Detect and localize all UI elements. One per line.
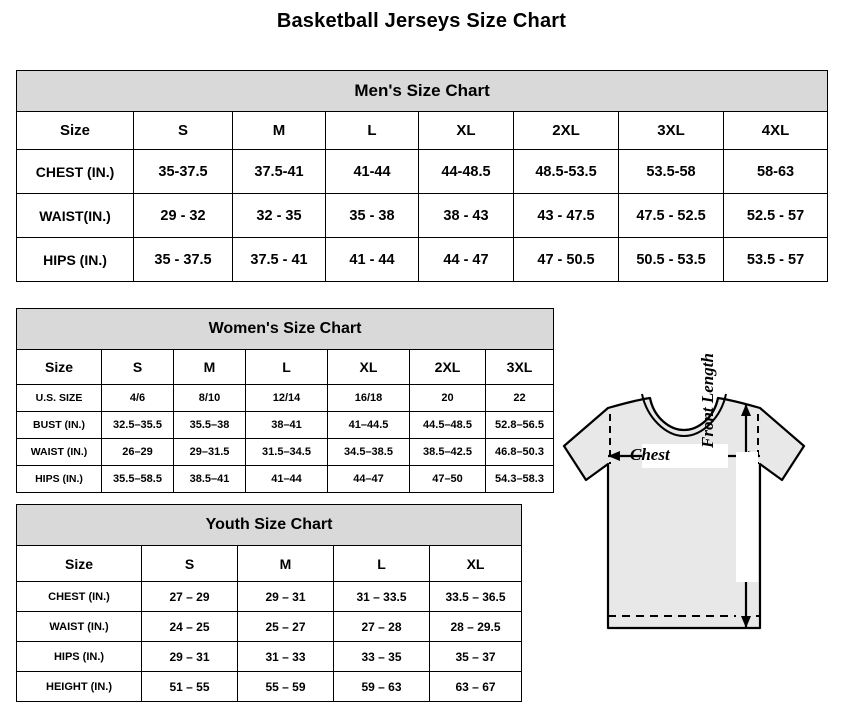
table-cell: 47 - 50.5: [514, 238, 619, 282]
table-cell: 46.8–50.3: [486, 439, 554, 466]
table-row: [17, 672, 522, 702]
table-cell: 47.5 - 52.5: [619, 194, 724, 238]
table-caption-row: [17, 505, 522, 546]
table-cell: 44 - 47: [419, 238, 514, 282]
column-header-l: L: [326, 112, 419, 150]
column-header-xl: XL: [328, 350, 410, 385]
row-label-waist: WAIST (IN.): [17, 612, 142, 642]
table-caption-row: [17, 71, 828, 112]
table-cell: 20: [410, 385, 486, 412]
row-label-hips: HIPS (IN.): [17, 466, 102, 493]
table-cell: 44-48.5: [419, 150, 514, 194]
table-cell: 50.5 - 53.5: [619, 238, 724, 282]
column-header-s: S: [134, 112, 233, 150]
row-label-us-size: U.S. SIZE: [17, 385, 102, 412]
table-header-row: [17, 546, 522, 582]
table-cell: 43 - 47.5: [514, 194, 619, 238]
table-cell: 55 – 59: [238, 672, 334, 702]
table-cell: 63 – 67: [430, 672, 522, 702]
table-row: [17, 238, 828, 282]
table-cell: 22: [486, 385, 554, 412]
column-header-2xl: 2XL: [514, 112, 619, 150]
table-cell: 24 – 25: [142, 612, 238, 642]
table-row: [17, 466, 554, 493]
table-cell: 31 – 33.5: [334, 582, 430, 612]
table-row: [17, 612, 522, 642]
jersey-outline-icon: [546, 360, 836, 680]
table-cell: 31 – 33: [238, 642, 334, 672]
table-cell: 35.5–38: [174, 412, 246, 439]
table-row: [17, 642, 522, 672]
table-cell: 16/18: [328, 385, 410, 412]
jersey-measurement-diagram: [546, 353, 836, 680]
column-header-m: M: [174, 350, 246, 385]
mens-size-chart-table: [16, 70, 828, 282]
table-cell: 58-63: [724, 150, 828, 194]
row-label-chest: CHEST (IN.): [17, 150, 134, 194]
table-cell: 38 - 43: [419, 194, 514, 238]
column-header-size: Size: [17, 112, 134, 150]
table-cell: 35 - 37.5: [134, 238, 233, 282]
table-cell: 32 - 35: [233, 194, 326, 238]
table-cell: 33.5 – 36.5: [430, 582, 522, 612]
page-title: Basketball Jerseys Size Chart: [276, 10, 567, 32]
table-cell: 44–47: [328, 466, 410, 493]
table-row: [17, 412, 554, 439]
table-cell: 41–44: [246, 466, 328, 493]
table-cell: 4/6: [102, 385, 174, 412]
table-cell: 41–44.5: [328, 412, 410, 439]
table-cell: 29–31.5: [174, 439, 246, 466]
chest-measure-label: Chest: [630, 445, 670, 464]
table-cell: 25 – 27: [238, 612, 334, 642]
table-cell: 59 – 63: [334, 672, 430, 702]
table-row: [17, 439, 554, 466]
table-row: [17, 150, 828, 194]
table-cell: 52.5 - 57: [724, 194, 828, 238]
table-cell: 44.5–48.5: [410, 412, 486, 439]
table-cell: 35 – 37: [430, 642, 522, 672]
table-cell: 35 - 38: [326, 194, 419, 238]
table-cell: 12/14: [246, 385, 328, 412]
table-cell: 38.5–41: [174, 466, 246, 493]
column-header-size: Size: [17, 350, 102, 385]
table-cell: 38.5–42.5: [410, 439, 486, 466]
table-cell: 41-44: [326, 150, 419, 194]
table-cell: 53.5 - 57: [724, 238, 828, 282]
mens-size-chart-section: [16, 70, 827, 282]
table-cell: 31.5–34.5: [246, 439, 328, 466]
column-header-l: L: [334, 546, 430, 582]
row-label-height: HEIGHT (IN.): [17, 672, 142, 702]
front-length-measure-label: Front Length: [698, 353, 717, 448]
table-cell: 51 – 55: [142, 672, 238, 702]
table-cell: 34.5–38.5: [328, 439, 410, 466]
row-label-hips: HIPS (IN.): [17, 642, 142, 672]
row-label-waist: WAIST(IN.): [17, 194, 134, 238]
youth-chart-caption: Youth Size Chart: [17, 505, 522, 546]
table-cell: 29 – 31: [142, 642, 238, 672]
table-cell: 26–29: [102, 439, 174, 466]
column-header-3xl: 3XL: [619, 112, 724, 150]
table-cell: 37.5-41: [233, 150, 326, 194]
table-cell: 8/10: [174, 385, 246, 412]
table-cell: 35.5–58.5: [102, 466, 174, 493]
mens-chart-caption: Men's Size Chart: [17, 71, 828, 112]
table-cell: 48.5-53.5: [514, 150, 619, 194]
table-cell: 38–41: [246, 412, 328, 439]
column-header-2xl: 2XL: [410, 350, 486, 385]
table-cell: 35-37.5: [134, 150, 233, 194]
table-cell: 28 – 29.5: [430, 612, 522, 642]
table-cell: 32.5–35.5: [102, 412, 174, 439]
row-label-bust: BUST (IN.): [17, 412, 102, 439]
table-cell: 29 - 32: [134, 194, 233, 238]
table-cell: 33 – 35: [334, 642, 430, 672]
column-header-size: Size: [17, 546, 142, 582]
table-cell: 41 - 44: [326, 238, 419, 282]
column-header-4xl: 4XL: [724, 112, 828, 150]
womens-chart-caption: Women's Size Chart: [17, 309, 554, 350]
row-label-chest: CHEST (IN.): [17, 582, 142, 612]
table-header-row: [17, 350, 554, 385]
column-header-l: L: [246, 350, 328, 385]
column-header-m: M: [238, 546, 334, 582]
table-cell: 54.3–58.3: [486, 466, 554, 493]
column-header-xl: XL: [430, 546, 522, 582]
table-cell: 47–50: [410, 466, 486, 493]
womens-size-chart-section: [16, 308, 553, 493]
column-header-xl: XL: [419, 112, 514, 150]
table-cell: 52.8–56.5: [486, 412, 554, 439]
table-cell: 53.5-58: [619, 150, 724, 194]
table-cell: 29 – 31: [238, 582, 334, 612]
table-cell: 27 – 29: [142, 582, 238, 612]
column-header-3xl: 3XL: [486, 350, 554, 385]
womens-size-chart-table: [16, 308, 554, 493]
table-cell: 37.5 - 41: [233, 238, 326, 282]
table-caption-row: [17, 309, 554, 350]
table-row: [17, 385, 554, 412]
table-header-row: [17, 112, 828, 150]
column-header-s: S: [102, 350, 174, 385]
row-label-hips: HIPS (IN.): [17, 238, 134, 282]
column-header-m: M: [233, 112, 326, 150]
row-label-waist: WAIST (IN.): [17, 439, 102, 466]
table-row: [17, 582, 522, 612]
table-row: [17, 194, 828, 238]
youth-size-chart-section: [16, 504, 521, 702]
table-cell: 27 – 28: [334, 612, 430, 642]
youth-size-chart-table: [16, 504, 522, 702]
column-header-s: S: [142, 546, 238, 582]
